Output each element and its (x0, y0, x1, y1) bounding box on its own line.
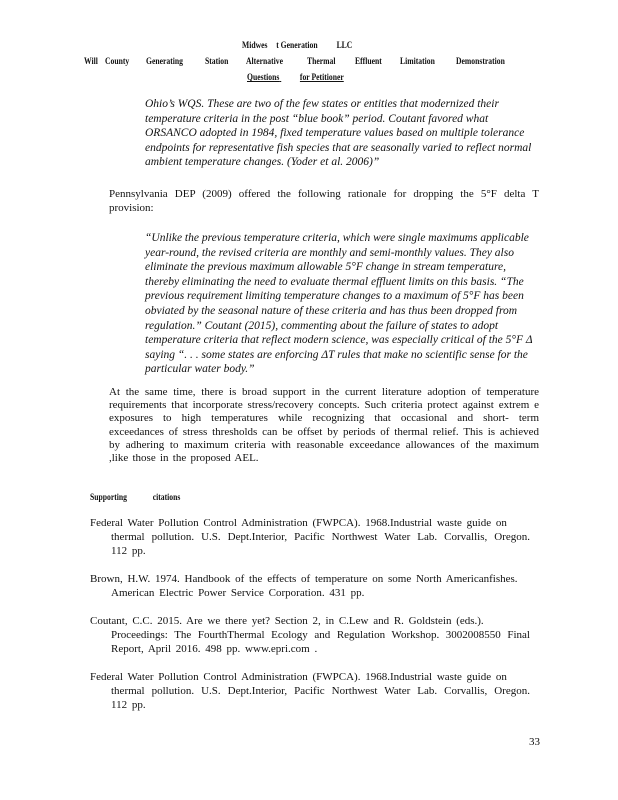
header-company-part1: Midwes (242, 40, 268, 50)
section-title-word-1: Supporting (90, 492, 128, 502)
header-line-1 (242, 40, 352, 50)
reference-item (90, 572, 530, 600)
quote-pennsylvania-rationale: “Unlike the previous temperature criteria, which were single maximums applicable year-round, the revised criteria are monthly and semi-monthly values. They also eliminate the previous maximum allowable 5°F change in stream temperature, thereby eliminating the need to evaluate thermal effluent limits on this basis. “The previous requirement limiting temperature changes to a maximum of 5°F has been obviated by the seasonal nature of these criteria and has thus been dropped from regulation.” Coutant (2015), commenting about the failure of states to adopt temperature criteria that reflect modern science, was especially critical of the 5°F Δ saying “. . . some states are enforcing ΔT rules that make no scientific sense for the particular water body.” (145, 232, 533, 376)
header-word-4: Station (205, 56, 229, 66)
reference-line-continued: Proceedings: The FourthThermal Ecology and Regulation Workshop. 3002008550 Final Report, April 2016. 498 pp. www.epri.com . (111, 629, 530, 655)
reference-item (90, 516, 530, 558)
header-word-6: Thermal (307, 56, 336, 66)
section-title-supporting-citations (90, 492, 180, 502)
header-for-petitioner: for Petitioner (299, 72, 344, 82)
reference-line-continued: thermal pollution. U.S. Dept.Interior, Pacific Northwest Water Lab. Corvallis, Oregon. 112 pp. (111, 531, 530, 557)
reference-line-first: Federal Water Pollution Control Administration (FWPCA). 1968.Industrial waste guide on (90, 671, 507, 683)
header-company-part3: LLC (336, 40, 353, 50)
reference-line-continued: thermal pollution. U.S. Dept.Interior, Pacific Northwest Water Lab. Corvallis, Oregon. 112 pp. (111, 685, 530, 711)
header-word-8: Limitation (400, 56, 435, 66)
header-word-9: Demonstration (456, 56, 505, 66)
reference-item (90, 670, 530, 712)
header-company-part2: t Generation (276, 40, 318, 50)
header-word-2: County (105, 56, 130, 66)
header-word-5: Alternative (246, 56, 283, 66)
quote-ohio-wqs: Ohio’s WQS. These are two of the few states or entities that modernized their temperature criteria in the post “blue book” period. Coutant favored what ORSANCO adopted in 1984, fixed temperature values based on multiple tolerance endpoints for representative fish species that are seasonally varied to reflect normal ambient temperature changes. (Yoder et al. 2006)” (145, 98, 532, 169)
paragraph-pennsylvania: Pennsylvania DEP (2009) offered the following rationale for dropping the 5°F delta T provision: (109, 188, 539, 214)
page-number: 33 (529, 736, 540, 748)
header-word-1: Will (84, 56, 98, 66)
header-line-3 (247, 72, 344, 82)
reference-item (90, 614, 530, 656)
paragraph-broad-support: At the same time, there is broad support in the current literature adoption of temperature requirements that incorporate stress/recovery concepts. Such criteria protect against extrem e exposures to high temperatures while recognizing that occasional and short- term exceedances of stress thresholds can be offset by periods of thermal relief. This is achieved by adhering to maximum criteria with reasonable exceedance allowances of the maximum ,like those in the proposed AEL. (109, 386, 539, 465)
header-word-3: Generating (146, 56, 183, 66)
header-word-7: Effluent (355, 56, 382, 66)
reference-line-continued: American Electric Power Service Corporation. 431 pp. (111, 587, 365, 599)
reference-line-first: Brown, H.W. 1974. Handbook of the effects of temperature on some North Americanfishes. (90, 573, 518, 585)
reference-line-first: Federal Water Pollution Control Administration (FWPCA). 1968.Industrial waste guide on (90, 517, 507, 529)
header-questions: Questions (247, 72, 280, 82)
reference-line-first: Coutant, C.C. 2015. Are we there yet? Section 2, in C.Lew and R. Goldstein (eds.). (90, 615, 484, 627)
section-title-word-2: citations (152, 492, 181, 502)
